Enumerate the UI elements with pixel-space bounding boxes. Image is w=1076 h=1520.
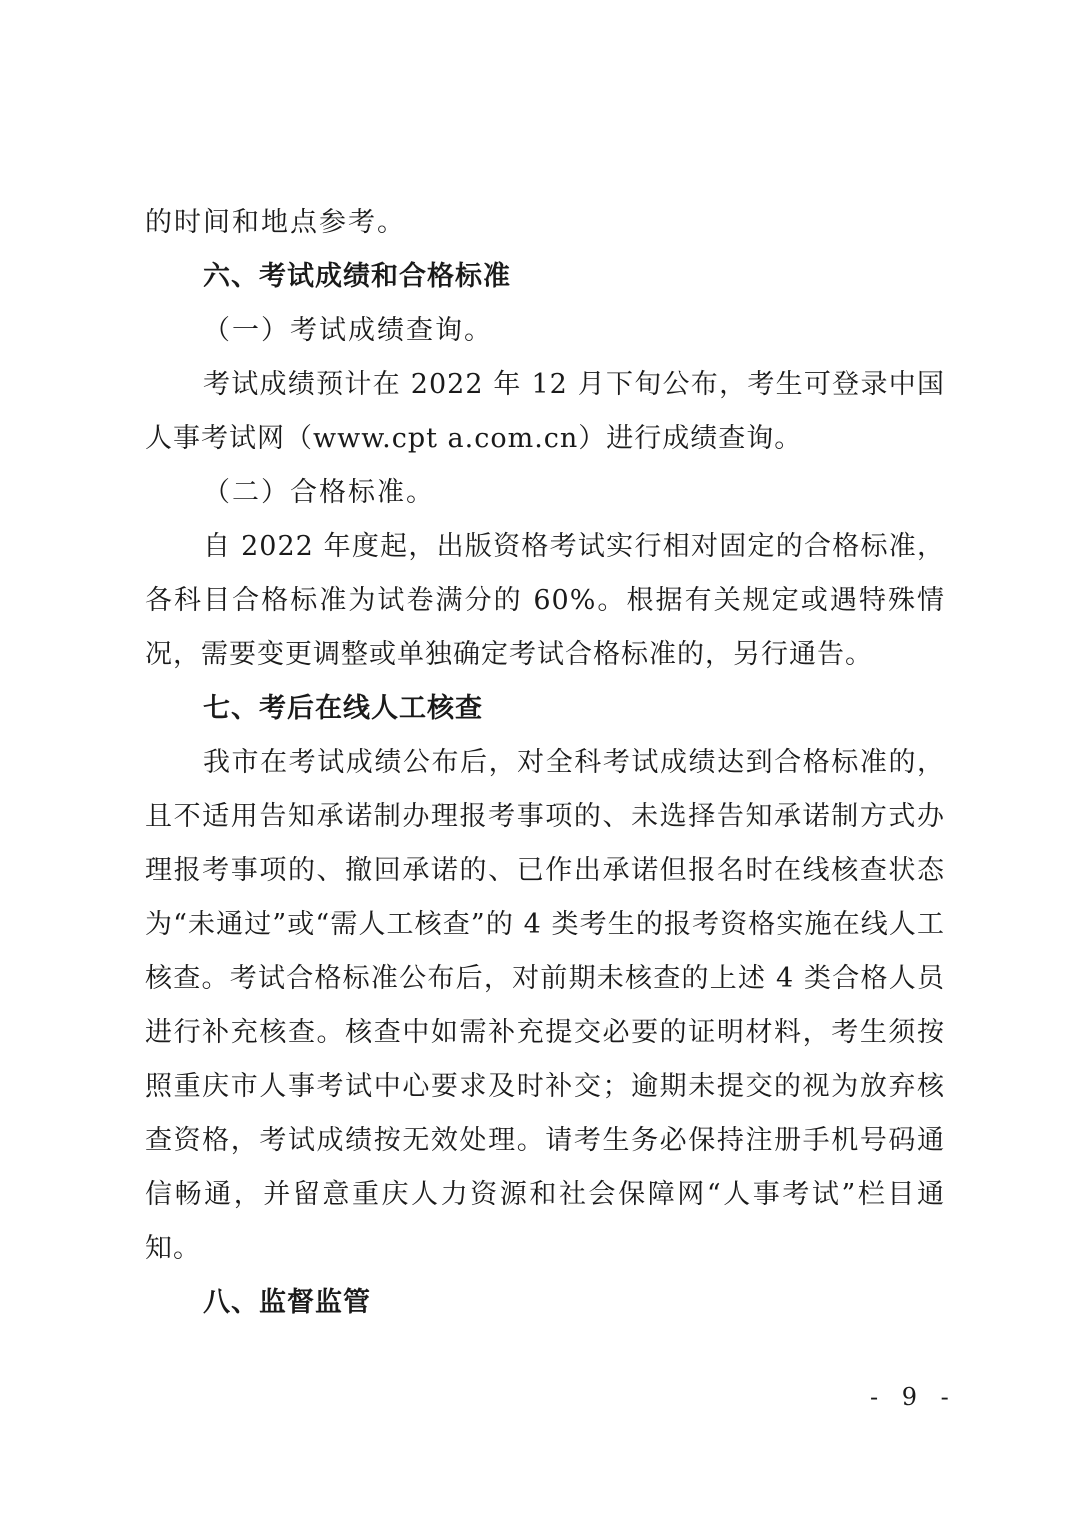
continued-text-line: 的时间和地点参考。 <box>145 207 406 238</box>
page-number: - 9 - <box>870 1383 957 1411</box>
section-6-heading: 六、考试成绩和合格标准 <box>203 261 511 292</box>
section-7-paragraph: 我市在考试成绩公布后，对全科考试成绩达到合格标准的，且不适用告知承诺制办理报考事项的、未选择告知承诺制方式办理报考事项的、撤回承诺的、已作出承诺但报名时在线核查状态为“未通过”或“需人工核查”的 4 类考生的报考资格实施在线人工核查。考试合格标准公布后，对前期未核查的上述 4 类合格人员进行补充核查。核查中如需补充提交必要的证明材料，考生须按照重庆市人事考试中心要求及时补交；逾期未提交的视为放弃核查资格，考试成绩按无效处理。请考生务必保持注册手机号码通信畅通，并留意重庆人力资源和社会保障网“人事考试”栏目通知。 <box>145 747 945 1264</box>
section-6-paragraph-2: 自 2022 年度起，出版资格考试实行相对固定的合格标准，各科目合格标准为试卷满分的 60%。根据有关规定或遇特殊情况，需要变更调整或单独确定考试合格标准的，另行通告。 <box>145 531 945 670</box>
section-6-subheading-1: （一）考试成绩查询。 <box>203 315 493 346</box>
section-7-heading: 七、考后在线人工核查 <box>203 693 483 724</box>
section-6-subheading-2: （二）合格标准。 <box>203 477 435 508</box>
section-6-paragraph-1: 考试成绩预计在 2022 年 12 月下旬公布，考生可登录中国人事考试网（www.cpt a.com.cn）进行成绩查询。 <box>145 369 945 454</box>
section-8-heading: 八、监督监管 <box>203 1287 371 1318</box>
